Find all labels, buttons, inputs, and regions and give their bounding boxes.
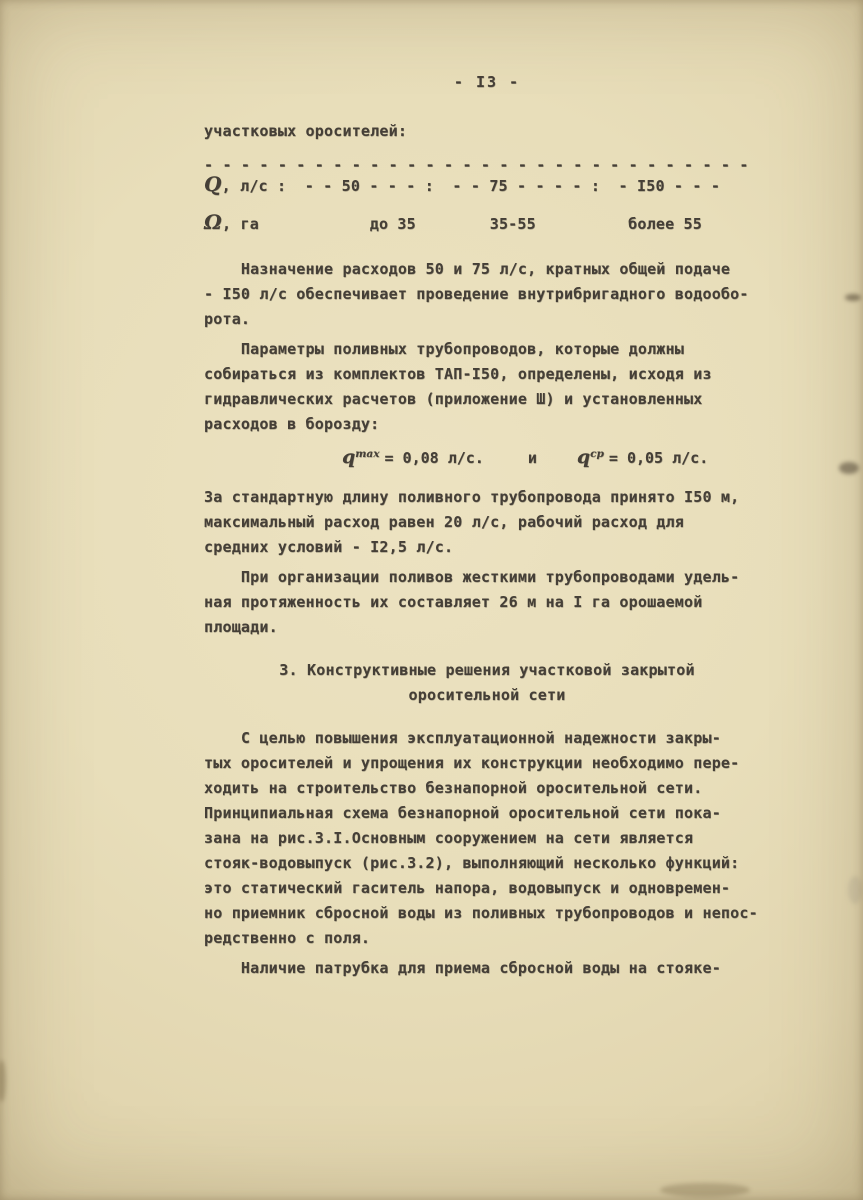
scan-artifact — [839, 462, 859, 474]
text-line: максимальный расход равен 20 л/с, рабочий расход для — [204, 513, 684, 531]
paragraph-flow-assignment — [204, 257, 770, 332]
text-line: оросительной сети — [408, 686, 566, 704]
text-line: зана на рис.3.I.Основным сооружением на сети является — [204, 829, 694, 847]
text-line: стояк-водовыпуск (рис.3.2), выполняющий несколько функций: — [204, 854, 740, 872]
text-line: 3. Конструктивные решения участковой закрытой — [279, 661, 695, 679]
q-avg-value: = 0,05 л/с. — [608, 449, 709, 467]
text-line: ходить на строительство безнапорной оросительной сети. — [204, 779, 703, 797]
text-line: расходов в борозду: — [204, 415, 380, 433]
flow-rate-table — [204, 156, 770, 237]
text-line: При организации поливов жесткими трубопроводами удель- — [204, 568, 740, 586]
text-line: Назначение расходов 50 и 75 л/с, кратных общей подаче — [204, 260, 731, 278]
paragraph-rigid-pipelines — [204, 565, 770, 640]
formula-line — [342, 442, 770, 475]
paragraph-network-design — [204, 726, 770, 951]
text-line: но приемник сбросной воды из поливных трубопроводов и непос- — [204, 904, 758, 922]
text-line: Принципиальная схема безнапорной оросительной сети пока- — [204, 804, 721, 822]
text-line: Параметры поливных трубопроводов, которые должны — [204, 340, 684, 358]
q-avg-symbol: q — [576, 446, 591, 468]
page-content — [204, 70, 770, 986]
scan-artifact — [845, 294, 861, 301]
text-line: гидравлических расчетов (приложение Ш) и установленных — [204, 390, 703, 408]
paragraph-drain-pipe — [204, 956, 770, 981]
table-row-area-values: , га до 35 35-55 более 55 — [222, 215, 703, 233]
table-row-flow-values: , л/с : - - 50 - - - : - - 75 - - - - : - I50 - - - — [221, 177, 721, 195]
intro-line: участковых оросителей: — [204, 122, 408, 140]
formula-conjunction: и — [527, 449, 537, 467]
text-line: За стандартную длину поливного трубопровода принято I50 м, — [204, 488, 740, 506]
text-line: тых оросителей и упрощения их конструкции необходимо пере- — [204, 754, 740, 772]
text-line: редственно с поля. — [204, 929, 371, 947]
paragraph-pipeline-params — [204, 337, 770, 437]
scan-artifact — [848, 876, 862, 904]
text-line: - I50 л/с обеспечивает проведение внутрибригадного водообо- — [204, 285, 749, 303]
text-line: это статический гаситель напора, водовыпуск и одновремен- — [204, 879, 731, 897]
text-line: средних условий - I2,5 л/с. — [204, 538, 454, 556]
q-avg-subscript: ср — [590, 448, 604, 460]
paragraph-standard-length — [204, 485, 770, 560]
q-max-subscript: max — [355, 448, 380, 460]
text-line: ная протяженность их составляет 26 м на I га орошаемой — [204, 593, 703, 611]
text-line: собираться из комплектов ТАП-I50, определены, исходя из — [204, 365, 712, 383]
table-dashed-rule: - - - - - - - - - - - - - - - - - - - - - - - - - - - - - - — [204, 156, 749, 174]
scan-artifact — [660, 1183, 750, 1197]
page-number: - I3 - — [453, 73, 521, 91]
text-line: рота. — [204, 310, 251, 328]
q-max-symbol: q — [342, 446, 356, 468]
omega-area-symbol: Ω — [204, 210, 223, 234]
text-line: площади. — [204, 618, 278, 636]
text-line: С целью повышения эксплуатационной надежности закры- — [204, 729, 721, 747]
table-row-flow — [204, 174, 770, 197]
scan-artifact — [0, 1060, 6, 1102]
text-line: Наличие патрубка для приема сбросной воды на стояке- — [204, 959, 721, 977]
q-flow-symbol: Q — [204, 172, 222, 196]
table-row-area — [204, 210, 770, 237]
section-heading — [204, 658, 770, 708]
q-max-value: = 0,08 л/с. — [384, 449, 484, 467]
